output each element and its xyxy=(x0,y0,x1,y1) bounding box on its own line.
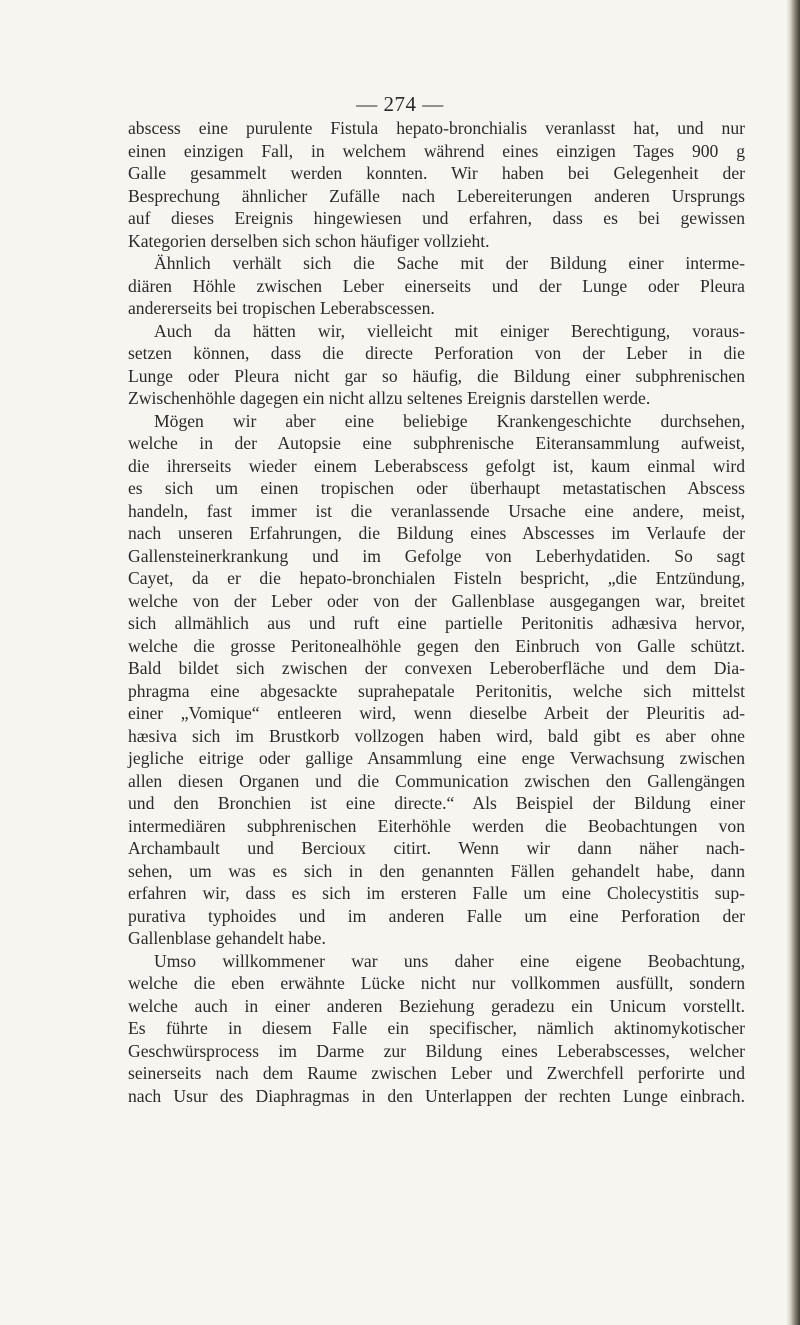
text-line: welche von der Leber oder von der Gallenblase ausgegangen war, breitet xyxy=(128,590,745,611)
text-line: purativa typhoides und im anderen Falle um eine Perforation der xyxy=(128,905,745,926)
text-line: welche die eben erwähnte Lücke nicht nur vollkommen ausfüllt, sondern xyxy=(128,973,745,993)
text-line: Auch da hätten wir, vielleicht mit einiger Berechtigung, voraus- xyxy=(154,320,745,341)
text-line: setzen können, dass die directe Perforation von der Leber in die xyxy=(128,343,745,363)
text-line: intermediären subphrenischen Eiterhöhle werden die Beobachtungen von xyxy=(128,815,745,836)
text-line: abscess eine purulente Fistula hepato-bronchialis veranlasst hat, und nur xyxy=(128,118,745,138)
text-line: allen diesen Organen und die Communication zwischen den Gallengängen xyxy=(128,770,745,791)
text-line: Archambault und Bercioux citirt. Wenn wir dann näher nach- xyxy=(128,838,745,858)
text-line: Gallenblase gehandelt habe. xyxy=(128,928,326,948)
text-line: sich allmählich aus und ruft eine partielle Peritonitis adhæsiva hervor, xyxy=(128,613,745,633)
text-line: hæsiva sich im Brustkorb vollzogen haben wird, bald gibt es aber ohne xyxy=(128,725,745,746)
text-line: es sich um einen tropischen oder überhaupt metastatischen Abscess xyxy=(128,478,745,498)
text-line: diären Höhle zwischen Leber einerseits und der Lunge oder Pleura xyxy=(128,275,745,296)
text-line: sehen, um was es sich in den genannten Fällen gehandelt habe, dann xyxy=(128,860,745,881)
text-line: phragma eine abgesackte suprahepatale Peritonitis, welche sich mittelst xyxy=(128,680,745,701)
text-line: nach unseren Erfahrungen, die Bildung eines Abscesses im Verlaufe der xyxy=(128,523,745,543)
text-line: Galle gesammelt werden konnten. Wir haben bei Gelegenheit der xyxy=(128,163,745,183)
text-line: nach Usur des Diaphragmas in den Unterlappen der rechten Lunge einbrach. xyxy=(128,1085,745,1106)
text-line: Ähnlich verhält sich die Sache mit der Bildung einer interme- xyxy=(154,253,745,273)
text-line: Geschwürsprocess im Darme zur Bildung eines Leberabscesses, welcher xyxy=(128,1040,745,1061)
text-line: jegliche eitrige oder gallige Ansammlung eine enge Verwachsung zwischen xyxy=(128,748,745,768)
text-line: Kategorien derselben sich schon häufiger vollzieht. xyxy=(128,230,490,251)
text-line: auf dieses Ereignis hingewiesen und erfahren, dass es bei gewissen xyxy=(128,208,745,228)
body-text xyxy=(128,117,745,1107)
text-line: Besprechung ähnlicher Zufälle nach Lebereiterungen anderen Ursprungs xyxy=(128,185,745,206)
text-line: die ihrerseits wieder einem Leberabscess gefolgt ist, kaum einmal wird xyxy=(128,455,745,476)
text-line: welche die grosse Peritonealhöhle gegen den Einbruch von Galle schützt. xyxy=(128,635,745,656)
text-line: einer „Vomique“ entleeren wird, wenn dieselbe Arbeit der Pleuritis ad- xyxy=(128,703,745,723)
text-line: Es führte in diesem Falle ein specifischer, nämlich aktinomykotischer xyxy=(128,1018,745,1038)
text-line: Mögen wir aber eine beliebige Krankengeschichte durchsehen, xyxy=(154,410,745,431)
text-line: Cayet, da er die hepato-bronchialen Fisteln bespricht, „die Entzündung, xyxy=(128,568,745,588)
text-line: Bald bildet sich zwischen der convexen Leberoberfläche und dem Dia- xyxy=(128,658,745,678)
text-line: einen einzigen Fall, in welchem während eines einzigen Tages 900 g xyxy=(128,140,745,161)
text-line: Gallensteinerkrankung und im Gefolge von Leberhydatiden. So sagt xyxy=(128,545,745,566)
text-line: Umso willkommener war uns daher eine eigene Beobachtung, xyxy=(154,950,745,971)
text-line: handeln, fast immer ist die veranlassende Ursache eine andere, meist, xyxy=(128,500,745,521)
text-line: Zwischenhöhle dagegen ein nicht allzu seltenes Ereignis darstellen werde. xyxy=(128,388,651,408)
text-line: erfahren wir, dass es sich im ersteren Falle um eine Cholecystitis sup- xyxy=(128,883,745,903)
text-line: andererseits bei tropischen Leberabscessen. xyxy=(128,298,435,318)
text-line: Lunge oder Pleura nicht gar so häufig, die Bildung einer subphrenischen xyxy=(128,365,745,386)
page-number: — 274 — xyxy=(356,92,444,116)
text-line: welche in der Autopsie eine subphrenische Eiteransammlung aufweist, xyxy=(128,433,745,453)
text-line: und den Bronchien ist eine directe.“ Als Beispiel der Bildung einer xyxy=(128,793,745,813)
text-line: welche auch in einer anderen Beziehung geradezu ein Unicum vorstellt. xyxy=(128,995,745,1016)
page-edge-shadow xyxy=(786,0,800,1325)
text-line: seinerseits nach dem Raume zwischen Leber und Zwerchfell perforirte und xyxy=(128,1063,745,1083)
